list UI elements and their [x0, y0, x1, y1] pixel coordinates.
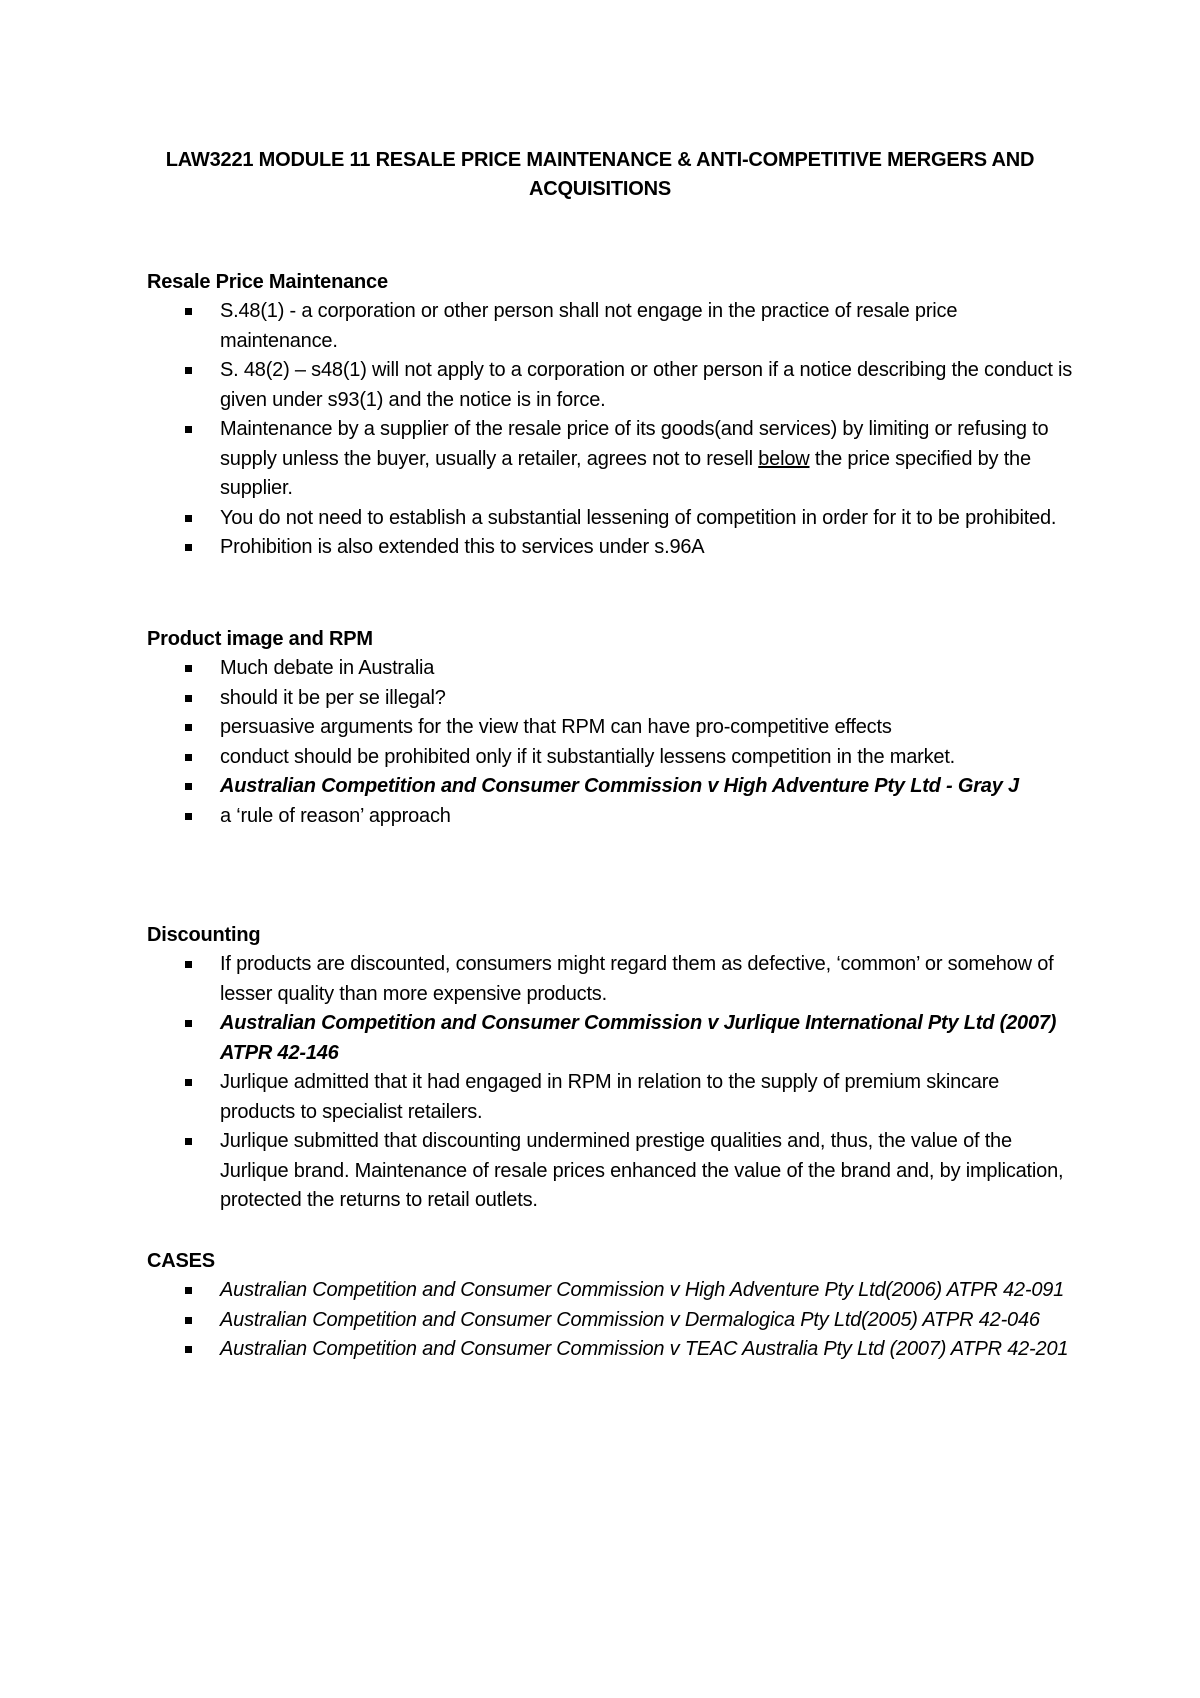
- list-item: [147, 356, 1077, 415]
- list-item: [147, 684, 1077, 714]
- list-item-text: a ‘rule of reason’ approach: [220, 804, 451, 827]
- list-item: [147, 743, 1077, 773]
- section-heading: CASES: [147, 1250, 215, 1272]
- case-citation: Australian Competition and Consumer Commission v High Adventure Pty Ltd - Gray J: [220, 775, 1019, 797]
- list-item: [147, 1306, 1077, 1336]
- list-item-text: the price specified by the supplier.: [220, 447, 1031, 499]
- list-item-text: If products are discounted, consumers might regard them as defective, ‘common’ or somehow of lesser quality than more expensive products.: [220, 953, 1054, 1005]
- list-item: [147, 1068, 1077, 1127]
- list-item: [147, 1127, 1077, 1216]
- list-item: [147, 1335, 1077, 1365]
- list-item-text: S. 48(2) – s48(1) will not apply to a corporation or other person if a notice describing the conduct is given under s93(1) and the notice is in force.: [220, 359, 1073, 411]
- list-item: [147, 1009, 1077, 1068]
- square-bullet-icon: [185, 426, 192, 433]
- square-bullet-icon: [185, 1346, 192, 1353]
- list-item: [147, 533, 1077, 563]
- section-resale-price-maintenance: [147, 268, 1077, 563]
- square-bullet-icon: [185, 695, 192, 702]
- bullet-list: [147, 297, 1077, 563]
- list-item: [147, 713, 1077, 743]
- square-bullet-icon: [185, 813, 192, 820]
- square-bullet-icon: [185, 1317, 192, 1324]
- list-item-text: Prohibition is also extended this to services under s.96A: [220, 536, 705, 558]
- square-bullet-icon: [185, 308, 192, 315]
- section-cases: [147, 1247, 1077, 1365]
- bullet-list: [147, 950, 1077, 1216]
- square-bullet-icon: [185, 724, 192, 731]
- list-item: [147, 504, 1077, 534]
- square-bullet-icon: [185, 783, 192, 790]
- list-item-text: Much debate in Australia: [220, 657, 435, 679]
- square-bullet-icon: [185, 544, 192, 551]
- list-item-text: conduct should be prohibited only if it substantially lessens competition in the market.: [220, 745, 956, 768]
- list-item-text: persuasive arguments for the view that RPM can have pro-competitive effects: [220, 716, 892, 738]
- square-bullet-icon: [185, 754, 192, 761]
- square-bullet-icon: [185, 665, 192, 672]
- list-item: [147, 950, 1077, 1009]
- list-item: [147, 654, 1077, 684]
- underlined-word: below: [758, 447, 810, 470]
- list-item: [147, 415, 1077, 504]
- section-heading: Resale Price Maintenance: [147, 271, 388, 293]
- case-citation: Australian Competition and Consumer Commission v High Adventure Pty Ltd(2006) ATPR 42-091: [220, 1279, 1065, 1301]
- list-item-text: should it be per se illegal?: [220, 686, 446, 709]
- section-discounting: [147, 921, 1077, 1216]
- list-item-text: Jurlique submitted that discounting undermined prestige qualities and, thus, the value of the Jurlique brand. Maintenance of resale prices enhanced the value of the brand and, by implication, protected the returns to retail outlets.: [220, 1130, 1064, 1211]
- square-bullet-icon: [185, 1138, 192, 1145]
- list-item-text: Jurlique admitted that it had engaged in RPM in relation to the supply of premium skincare products to specialist retailers.: [220, 1071, 1000, 1123]
- list-item-text: Maintenance by a supplier of the resale price of its goods(and services) by limiting or refusing to supply unless the buyer, usually a retailer, agrees not to resell: [220, 418, 1049, 470]
- list-item-text: S.48(1) - a corporation or other person shall not engage in the practice of resale price maintenance.: [220, 300, 958, 352]
- square-bullet-icon: [185, 961, 192, 968]
- case-citation: Australian Competition and Consumer Commission v Dermalogica Pty Ltd(2005) ATPR 42-046: [220, 1308, 1040, 1331]
- list-item: [147, 802, 1077, 832]
- section-heading: Discounting: [147, 924, 261, 946]
- square-bullet-icon: [185, 1020, 192, 1027]
- square-bullet-icon: [185, 1287, 192, 1294]
- list-item: [147, 1276, 1077, 1306]
- square-bullet-icon: [185, 1079, 192, 1086]
- list-item: [147, 772, 1077, 802]
- square-bullet-icon: [185, 515, 192, 522]
- case-citation: Australian Competition and Consumer Commission v Jurlique International Pty Ltd (2007) ATPR 42-146: [220, 1012, 1057, 1064]
- case-citation: Australian Competition and Consumer Commission v TEAC Australia Pty Ltd (2007) ATPR 42-201: [220, 1338, 1069, 1360]
- section-product-image-rpm: [147, 625, 1077, 831]
- document-title: LAW3221 MODULE 11 RESALE PRICE MAINTENANCE & ANTI-COMPETITIVE MERGERS AND ACQUISITIONS: [165, 149, 1035, 200]
- bullet-list: [147, 1276, 1077, 1365]
- bullet-list: [147, 654, 1077, 831]
- list-item-text: You do not need to establish a substantial lessening of competition in order for it to be prohibited.: [220, 506, 1057, 529]
- list-item: [147, 297, 1077, 356]
- section-heading: Product image and RPM: [147, 628, 373, 650]
- square-bullet-icon: [185, 367, 192, 374]
